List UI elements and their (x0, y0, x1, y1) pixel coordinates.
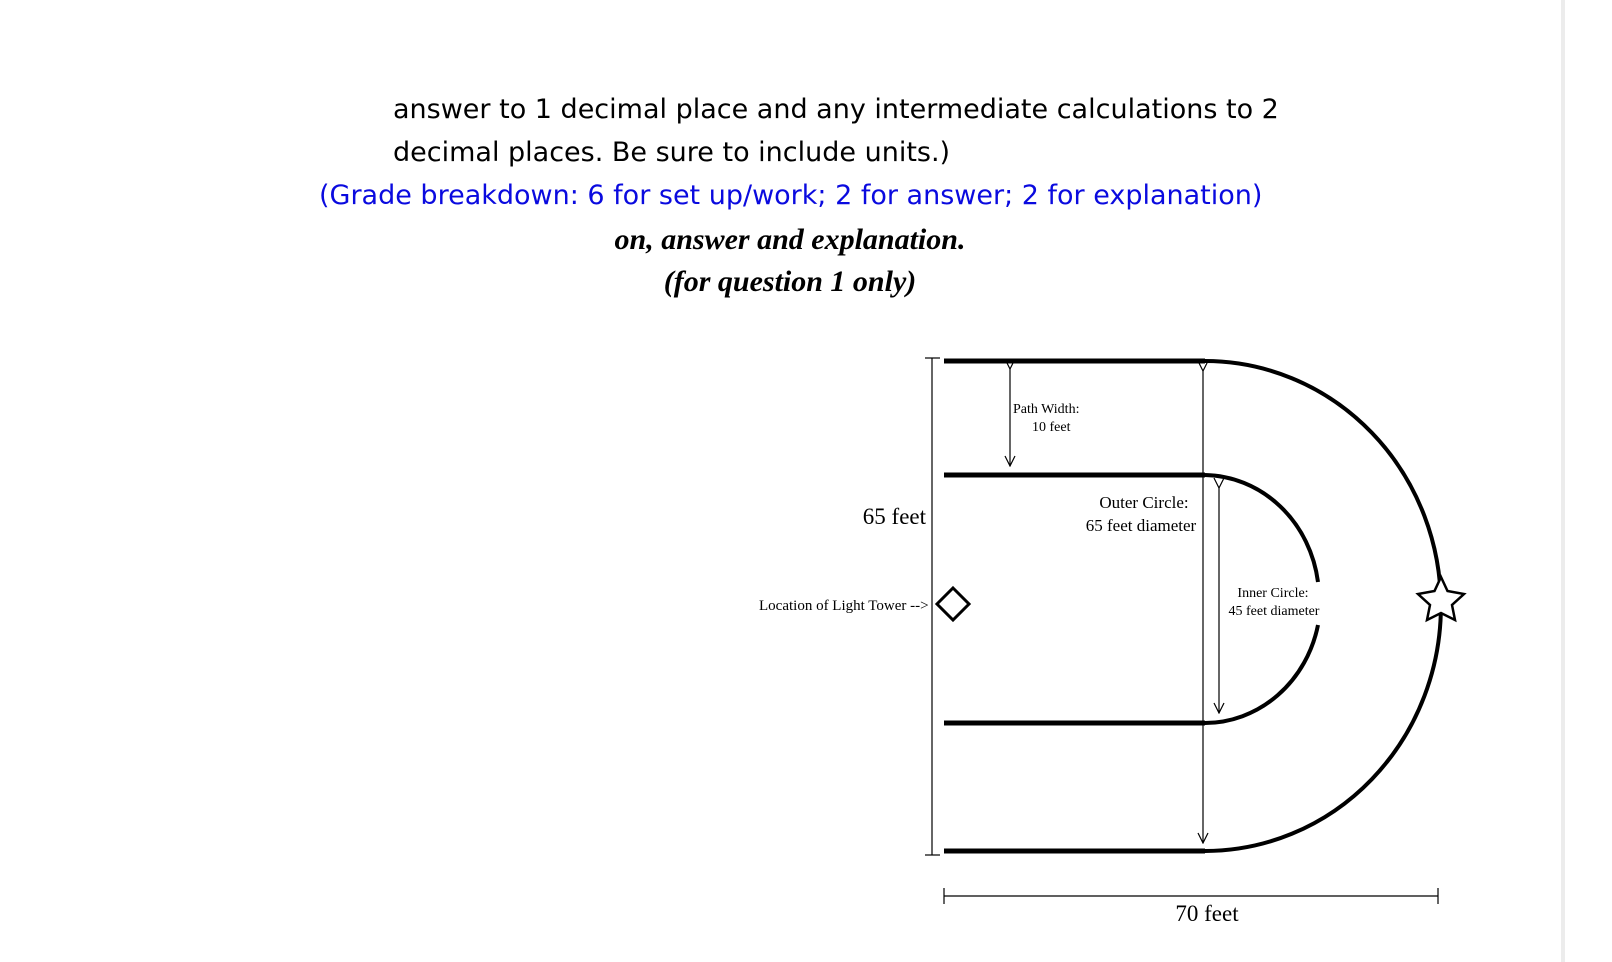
emphasis-line-2: (for question 1 only) (663, 265, 917, 298)
light-tower-diamond-icon (937, 588, 969, 620)
inner-circle-value: 45 feet diameter (1228, 604, 1320, 619)
light-tower-label: Location of Light Tower --> (759, 598, 929, 614)
emphasis-line-1: on, answer and explanation. (614, 223, 966, 256)
grade-breakdown: (Grade breakdown: 6 for set up/work; 2 for answer; 2 for explanation) (319, 180, 1263, 211)
instruction-line-2: decimal places. Be sure to include units.) (393, 137, 951, 168)
path-width-value: 10 feet (1032, 420, 1071, 435)
outer-circle-value: 65 feet diameter (1085, 516, 1197, 535)
outer-circle-label: Outer Circle: (1099, 493, 1189, 512)
outer-track (944, 361, 1441, 851)
inner-semicircle-upper (1205, 475, 1318, 582)
width-label: 70 feet (1175, 901, 1239, 926)
height-label: 65 feet (862, 504, 926, 529)
inner-semicircle-lower (1205, 625, 1318, 723)
path-width-label: Path Width: (1013, 402, 1080, 417)
inner-circle-label: Inner Circle: (1237, 586, 1309, 601)
star-icon (1418, 577, 1464, 620)
instruction-line-1: answer to 1 decimal place and any intermediate calculations to 2 (393, 94, 1279, 125)
